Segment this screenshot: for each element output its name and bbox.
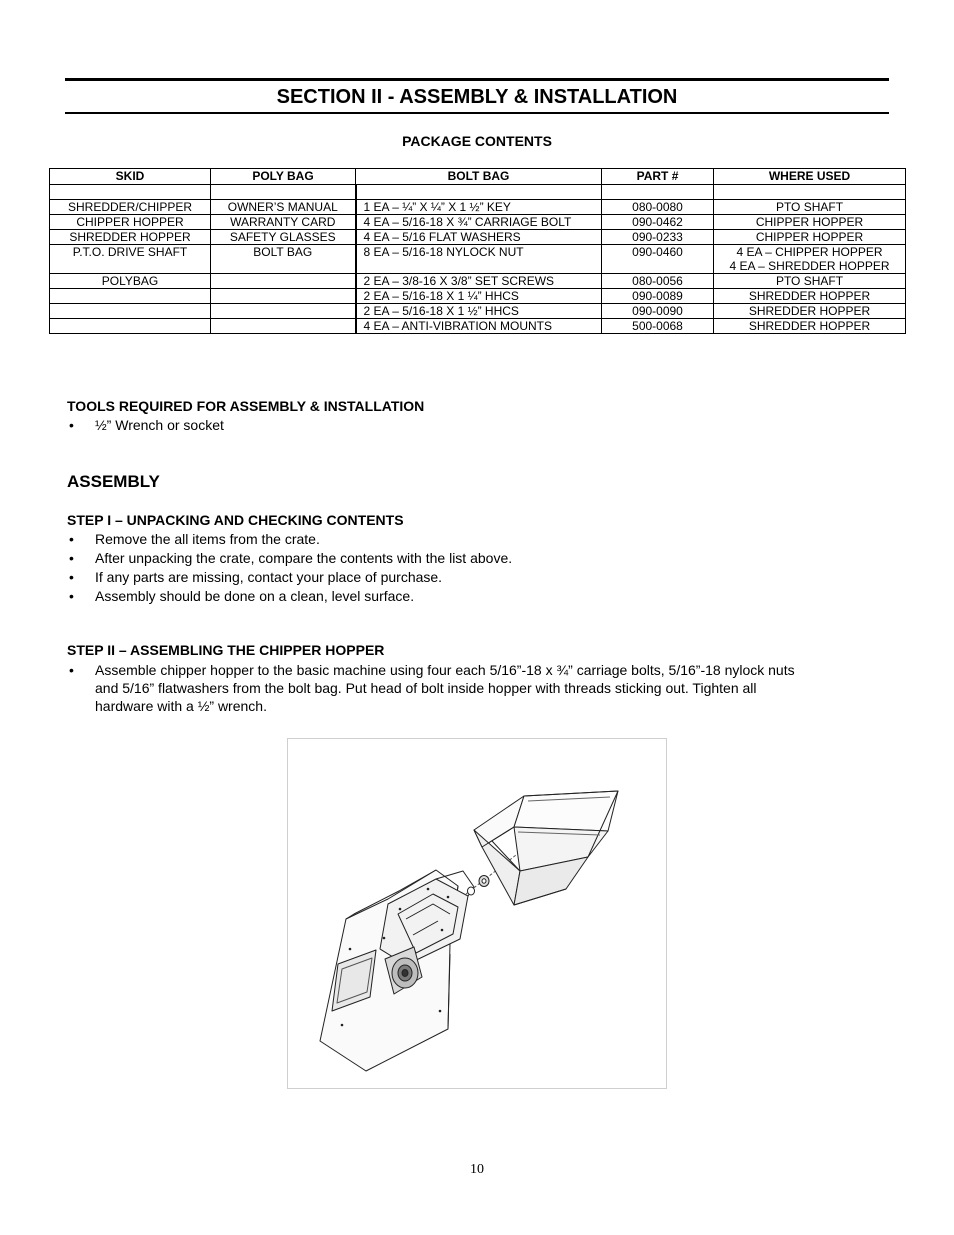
header-poly-bag: POLY BAG (211, 169, 356, 185)
table-row (50, 304, 906, 319)
table-row (50, 245, 906, 274)
cell-bolt-bag: 4 EA – 5/16 FLAT WASHERS (356, 230, 602, 245)
cell-poly-bag (211, 304, 356, 319)
list-item-text: ½” Wrench or socket (95, 417, 224, 433)
table-row (50, 185, 906, 200)
cell-bolt-bag: 1 EA – ¼” X ¼” X 1 ½” KEY (356, 200, 602, 215)
cell-bolt-bag: 2 EA – 5/16-18 X 1 ¼” HHCS (356, 289, 602, 304)
cell-poly-bag: BOLT BAG (211, 245, 356, 274)
cell-bolt-bag: 2 EA – 3/8-16 X 3/8” SET SCREWS (356, 274, 602, 289)
list-item (67, 530, 887, 549)
where-used-line-2: 4 EA – SHREDDER HOPPER (729, 259, 890, 273)
cell-poly-bag (211, 289, 356, 304)
step2-heading: STEP II – ASSEMBLING THE CHIPPER HOPPER (67, 642, 385, 658)
cell-poly-bag (211, 319, 356, 334)
cell-part-number: 090-0460 (602, 245, 714, 274)
list-item (67, 661, 897, 715)
cell-where-used: PTO SHAFT (714, 274, 906, 289)
section-title: SECTION II - ASSEMBLY & INSTALLATION (276, 86, 678, 108)
table-row (50, 319, 906, 334)
bullet-icon: • (69, 662, 74, 678)
list-item-text: If any parts are missing, contact your place of purchase. (95, 569, 443, 585)
cell-part-number: 080-0056 (602, 274, 714, 289)
list-item (67, 549, 887, 568)
header-skid: SKID (50, 169, 211, 185)
cell-skid: SHREDDER HOPPER (50, 230, 211, 245)
cell-where-used: SHREDDER HOPPER (714, 289, 906, 304)
step2-list (67, 661, 897, 715)
list-item-text: After unpacking the crate, compare the contents with the list above. (95, 550, 513, 566)
bullet-icon: • (69, 531, 74, 547)
cell-where-used: PTO SHAFT (714, 200, 906, 215)
bullet-icon: • (69, 569, 74, 585)
cell-poly-bag (211, 185, 356, 200)
step1-heading: STEP I – UNPACKING AND CHECKING CONTENTS (67, 512, 404, 528)
page-number: 10 (470, 1162, 484, 1177)
paragraph-line: Assemble chipper hopper to the basic machine using four each 5/16”-18 x ¾” carriage bolts, 5/16”-18 nylock nuts (95, 662, 795, 678)
cell-skid (50, 185, 211, 200)
header-part-number: PART # (602, 169, 714, 185)
cell-skid (50, 289, 211, 304)
cell-poly-bag (211, 274, 356, 289)
cell-part-number: 080-0080 (602, 200, 714, 215)
header-where-used: WHERE USED (714, 169, 906, 185)
paragraph-line: hardware with a ½” wrench. (95, 698, 267, 714)
list-item (67, 568, 887, 587)
assembly-illustration (288, 739, 666, 1088)
cell-bolt-bag: 2 EA – 5/16-18 X 1 ½” HHCS (356, 304, 602, 319)
cell-part-number: 090-0233 (602, 230, 714, 245)
cell-bolt-bag: 8 EA – 5/16-18 NYLOCK NUT (356, 245, 602, 274)
list-item (67, 587, 887, 606)
cell-where-used: CHIPPER HOPPER (714, 215, 906, 230)
cell-where-used (714, 185, 906, 200)
cell-skid: P.T.O. DRIVE SHAFT (50, 245, 211, 274)
bullet-icon: • (69, 550, 74, 566)
cell-bolt-bag (356, 185, 602, 200)
cell-bolt-bag: 4 EA – 5/16-18 X ¾” CARRIAGE BOLT (356, 215, 602, 230)
cell-skid (50, 319, 211, 334)
paragraph-line: and 5/16” flatwashers from the bolt bag. Put head of bolt inside hopper with threads sticking out. Tighten all (95, 680, 757, 696)
table-row (50, 274, 906, 289)
package-contents-table (49, 168, 906, 334)
bullet-icon: • (69, 588, 74, 604)
cell-where-used: CHIPPER HOPPER (714, 230, 906, 245)
tools-list (67, 416, 887, 435)
cell-part-number: 090-0090 (602, 304, 714, 319)
cell-bolt-bag: 4 EA – ANTI-VIBRATION MOUNTS (356, 319, 602, 334)
list-item-text: Assembly should be done on a clean, level surface. (95, 588, 415, 604)
cell-where-used (714, 245, 906, 274)
cell-poly-bag: WARRANTY CARD (211, 215, 356, 230)
cell-part-number: 500-0068 (602, 319, 714, 334)
cell-where-used: SHREDDER HOPPER (714, 319, 906, 334)
section-header (65, 78, 889, 114)
table-header-row (50, 169, 906, 185)
assembly-heading: ASSEMBLY (67, 472, 160, 491)
cell-skid: SHREDDER/CHIPPER (50, 200, 211, 215)
list-item (67, 416, 887, 435)
bullet-icon: • (69, 417, 74, 433)
header-bolt-bag: BOLT BAG (356, 169, 602, 185)
table-row (50, 200, 906, 215)
chipper-hopper-assembly-figure (287, 738, 667, 1089)
cell-skid: POLYBAG (50, 274, 211, 289)
cell-part-number: 090-0462 (602, 215, 714, 230)
tools-heading: TOOLS REQUIRED FOR ASSEMBLY & INSTALLATION (67, 398, 425, 414)
list-item-text: Remove the all items from the crate. (95, 531, 320, 547)
package-contents-title: PACKAGE CONTENTS (402, 133, 552, 149)
table-row (50, 215, 906, 230)
step1-list (67, 530, 887, 606)
table-row (50, 230, 906, 245)
where-used-line-1: 4 EA – CHIPPER HOPPER (736, 245, 883, 259)
cell-part-number (602, 185, 714, 200)
cell-poly-bag: SAFETY GLASSES (211, 230, 356, 245)
cell-skid (50, 304, 211, 319)
cell-poly-bag: OWNER’S MANUAL (211, 200, 356, 215)
cell-part-number: 090-0089 (602, 289, 714, 304)
cell-where-used: SHREDDER HOPPER (714, 304, 906, 319)
cell-skid: CHIPPER HOPPER (50, 215, 211, 230)
table-row (50, 289, 906, 304)
